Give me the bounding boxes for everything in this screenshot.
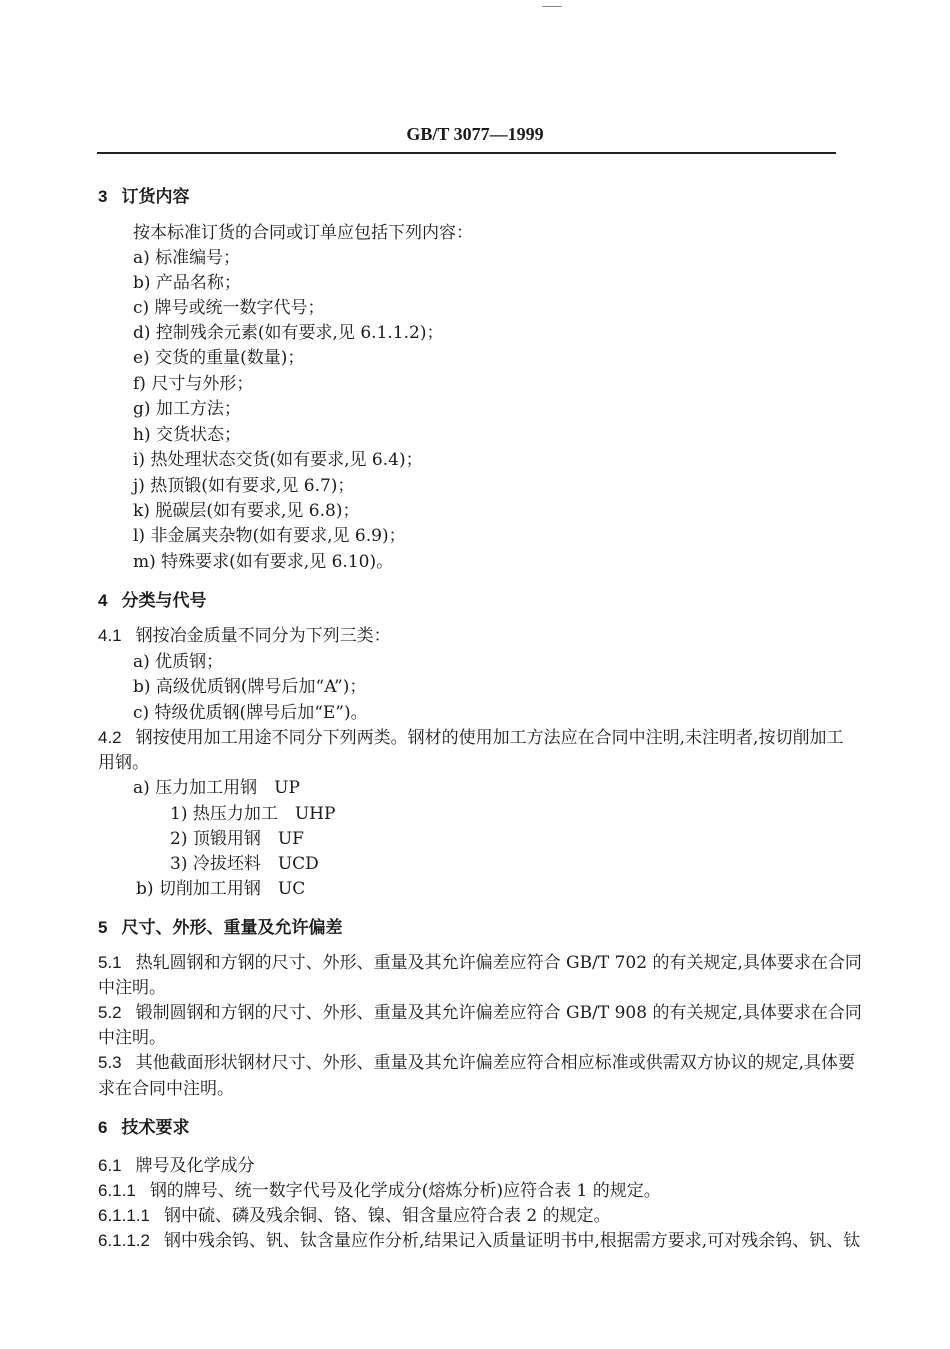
list-item: g) 加工方法； [133, 399, 241, 419]
page-header: GB/T 3077—1999 [406, 124, 544, 144]
list-item: j) 热顶锻(如有要求,见 6.7)； [133, 476, 355, 496]
list-item: c) 特级优质钢(牌号后加“E”)。 [133, 703, 368, 723]
list-item: b) 产品名称； [133, 273, 241, 293]
list-item: 3) 冷拔坯料 UCD [170, 854, 319, 874]
header-rule [97, 152, 836, 154]
list-item: l) 非金属夹杂物(如有要求,见 6.9)； [133, 526, 406, 546]
clause-6-1: 6.1 牌号及化学成分 [98, 1156, 255, 1176]
paragraph-continuation: 用钢。 [98, 753, 149, 773]
clause-6-1-1: 6.1.1 钢的牌号、统一数字代号及化学成分(熔炼分析)应符合表 1 的规定。 [98, 1181, 661, 1201]
clause-6-1-1-1: 6.1.1.1 钢中硫、磷及残余铜、铬、镍、钼含量应符合表 2 的规定。 [98, 1206, 611, 1226]
paragraph-continuation: 求在合同中注明。 [98, 1079, 234, 1099]
list-item: f) 尺寸与外形； [133, 374, 254, 394]
list-item: c) 牌号或统一数字代号； [133, 298, 325, 318]
list-item: i) 热处理状态交货(如有要求,见 6.4)； [133, 450, 423, 470]
clause-4-1: 4.1 钢按冶金质量不同分为下列三类： [98, 626, 391, 646]
list-item: a) 压力加工用钢 UP [133, 778, 300, 798]
section-5-heading: 5 尺寸、外形、重量及允许偏差 [98, 918, 343, 938]
list-item: e) 交货的重量(数量)； [133, 348, 305, 368]
list-item: b) 切削加工用钢 UC [136, 879, 306, 899]
clause-5-2: 5.2 锻制圆钢和方钢的尺寸、外形、重量及其允许偏差应符合 GB/T 908 的有关规定,具体要求在合同 [98, 1003, 862, 1023]
paragraph-continuation: 中注明。 [98, 978, 166, 998]
list-item: k) 脱碳层(如有要求,见 6.8)； [133, 501, 360, 521]
scan-mark [542, 6, 562, 7]
clause-5-1: 5.1 热轧圆钢和方钢的尺寸、外形、重量及其允许偏差应符合 GB/T 702 的有关规定,具体要求在合同 [98, 953, 862, 973]
list-item: m) 特殊要求(如有要求,见 6.10)。 [133, 552, 394, 572]
list-item: 1) 热压力加工 UHP [170, 804, 336, 824]
section-4-heading: 4 分类与代号 [98, 591, 207, 611]
list-item: d) 控制残余元素(如有要求,见 6.1.1.2)； [133, 323, 444, 343]
section-6-heading: 6 技术要求 [98, 1118, 190, 1138]
section-3-heading: 3 订货内容 [98, 187, 190, 207]
clause-4-2: 4.2 钢按使用加工用途不同分下列两类。钢材的使用加工方法应在合同中注明,未注明者,按切削加工 [98, 728, 844, 748]
clause-6-1-1-2: 6.1.1.2 钢中残余钨、钒、钛含量应作分析,结果记入质量证明书中,根据需方要求,可对残余钨、钒、钛 [98, 1231, 861, 1251]
list-item: a) 标准编号； [133, 248, 241, 268]
paragraph-continuation: 中注明。 [98, 1028, 166, 1048]
clause-5-3: 5.3 其他截面形状钢材尺寸、外形、重量及其允许偏差应符合相应标准或供需双方协议的规定,具体要 [98, 1053, 856, 1073]
paragraph: 按本标准订货的合同或订单应包括下列内容： [133, 223, 473, 243]
list-item: b) 高级优质钢(牌号后加“A”)； [133, 677, 367, 697]
list-item: 2) 顶锻用钢 UF [170, 829, 304, 849]
list-item: a) 优质钢； [133, 652, 224, 672]
list-item: h) 交货状态； [133, 425, 241, 445]
